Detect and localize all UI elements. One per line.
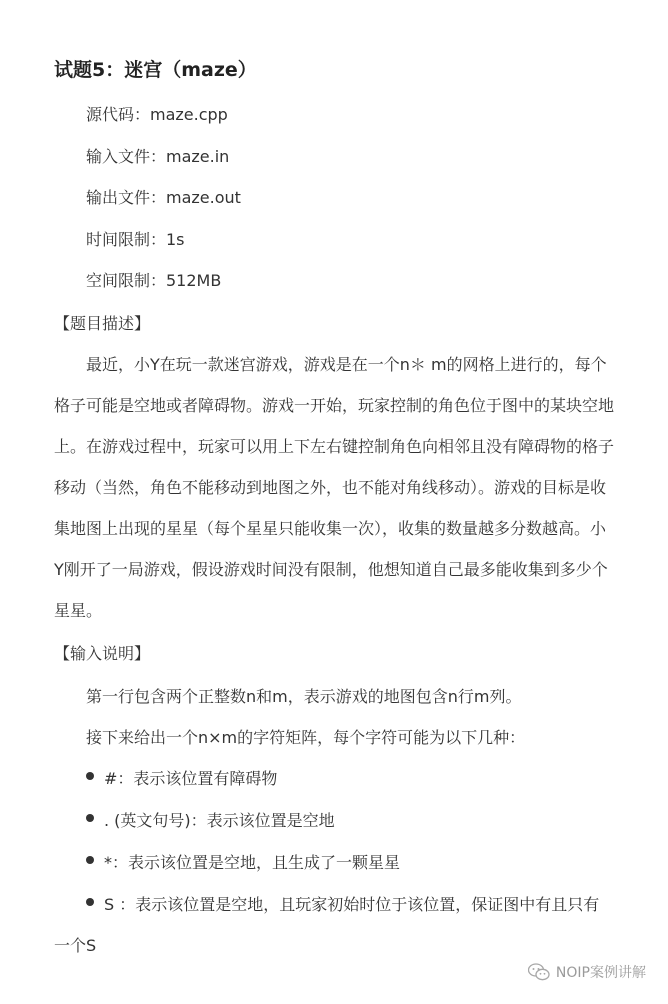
bullet-item-start: S ：表示该位置是空地，且玩家初始时位于该位置，保证图中有且只有 (104, 895, 600, 914)
input-file-line: 输入文件：maze.in (86, 147, 230, 166)
description-line: 集地图上出现的星星（每个星星只能收集一次），收集的数量越多分数越高。小 (54, 519, 607, 538)
description-line: 上。在游戏过程中，玩家可以用上下左右键控制角色向相邻且没有障碍物的格子 (54, 437, 615, 456)
description-line: 星星。 (54, 601, 103, 620)
bullet-dot (86, 772, 94, 780)
memory-limit-line: 空间限制：512MB (86, 271, 222, 290)
bullet-dot (86, 814, 94, 822)
description-header: 【题目描述】 (54, 314, 151, 333)
wechat-icon (528, 963, 550, 981)
input-line-2: 接下来给出一个n×m的字符矩阵，每个字符可能为以下几种： (86, 728, 526, 747)
watermark-text: NOIP案例讲解 (555, 965, 646, 981)
output-file-line: 输出文件：maze.out (86, 188, 241, 207)
time-limit-line: 时间限制：1s (86, 230, 185, 249)
bullet-item-star: *：表示该位置是空地，且生成了一颗星星 (104, 853, 401, 872)
bullet-item-empty: . (英文句号)：表示该位置是空地 (104, 811, 335, 830)
bullet-item-obstacle: #：表示该位置有障碍物 (104, 769, 278, 788)
description-line: 格子可能是空地或者障碍物。游戏一开始，玩家控制的角色位于图中的某块空地 (54, 396, 615, 415)
watermark (528, 962, 646, 982)
bullet-dot (86, 898, 94, 906)
description-line: 最近，小Y在玩一款迷宫游戏，游戏是在一个n＊ m的网格上进行的，每个 (86, 355, 607, 374)
problem-title: 试题5：迷宫（maze） (54, 59, 257, 81)
input-header: 【输入说明】 (54, 644, 151, 663)
description-line: 移动（当然，角色不能移动到地图之外，也不能对角线移动）。游戏的目标是收 (54, 478, 607, 497)
input-line-1: 第一行包含两个正整数n和m，表示游戏的地图包含n行m列。 (86, 687, 522, 706)
bullet-dot (86, 856, 94, 864)
source-file-line: 源代码：maze.cpp (86, 105, 228, 124)
bullet-continuation: 一个S (54, 936, 97, 955)
description-line: Y刚开了一局游戏，假设游戏时间没有限制，他想知道自己最多能收集到多少个 (54, 560, 608, 579)
